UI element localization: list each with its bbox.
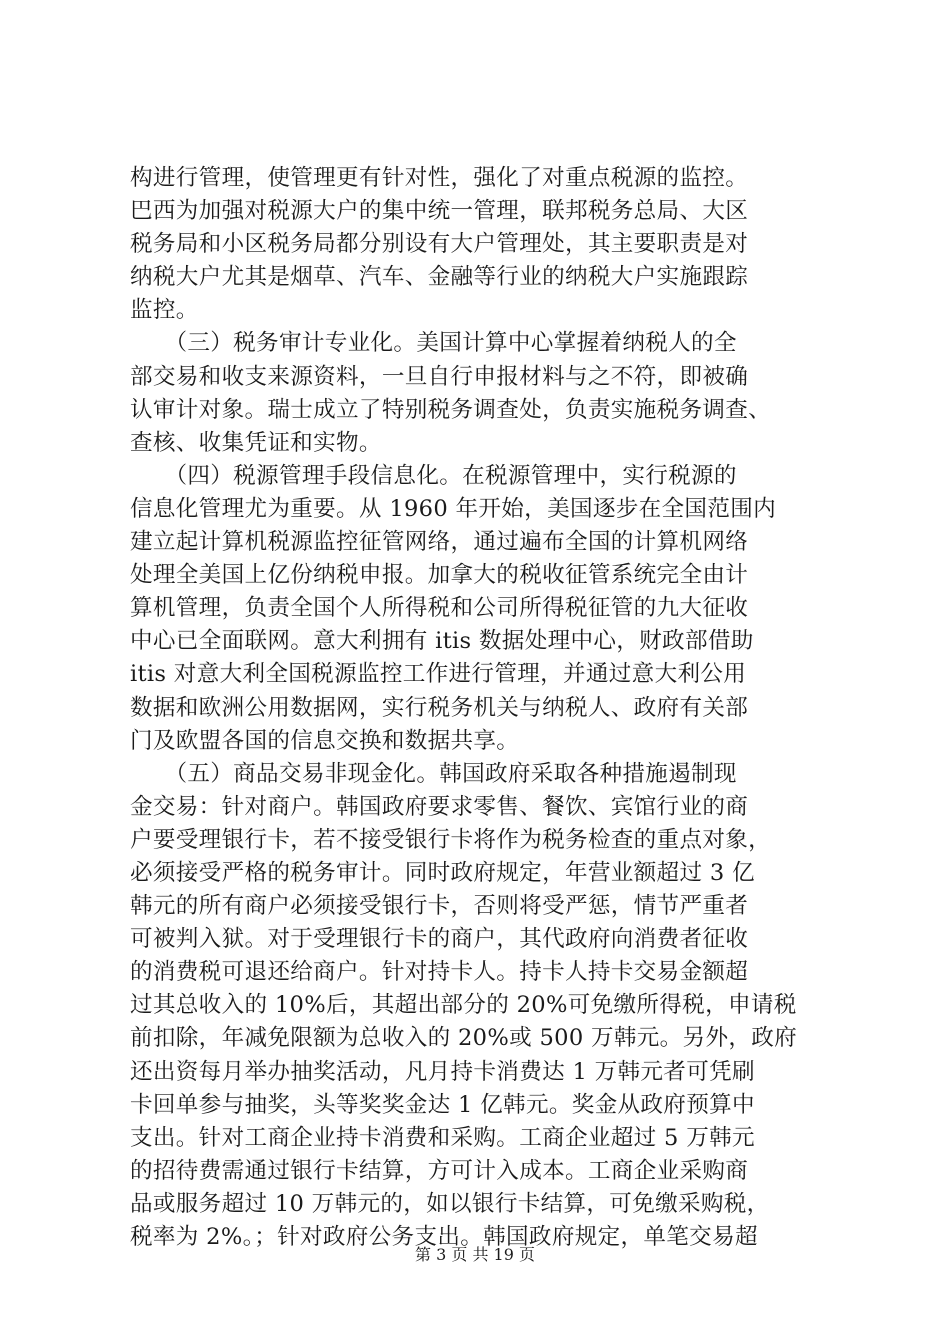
- body-text: [130, 162, 830, 1254]
- text-line: 金交易：针对商户。韩国政府要求零售、餐饮、宾馆行业的商: [130, 793, 749, 820]
- text-line: 支出。针对工商企业持卡消费和采购。工商企业超过 5 万韩元: [130, 1124, 755, 1151]
- text-line: 前扣除，年减免限额为总收入的 20%或 500 万韩元。另外，政府: [130, 1025, 798, 1052]
- text-line: itis 对意大利全国税源监控工作进行管理，并通过意大利公用: [130, 661, 747, 688]
- text-line: 算机管理，负责全国个人所得税和公司所得税征管的九大征收: [130, 595, 749, 622]
- text-line: （四）税源管理手段信息化。在税源管理中，实行税源的: [130, 462, 737, 489]
- text-line: 必须接受严格的税务审计。同时政府规定，年营业额超过 3 亿: [130, 859, 755, 886]
- text-line: 信息化管理尤为重要。从 1960 年开始，美国逐步在全国范围内: [130, 495, 777, 522]
- text-line: 户要受理银行卡，若不接受银行卡将作为税务检查的重点对象，: [130, 826, 772, 853]
- text-line: 品或服务超过 10 万韩元的，如以银行卡结算，可免缴采购税，: [130, 1190, 770, 1217]
- text-line: （三）税务审计专业化。美国计算中心掌握着纳税人的全: [130, 330, 737, 357]
- text-line: 中心已全面联网。意大利拥有 itis 数据处理中心，财政部借助: [130, 628, 754, 655]
- text-line: 可被判入狱。对于受理银行卡的商户，其代政府向消费者征收: [130, 926, 749, 953]
- text-line: 过其总收入的 10%后，其超出部分的 20%可免缴所得税，申请税: [130, 992, 797, 1019]
- text-line: 税率为 2%。；针对政府公务支出。韩国政府规定，单笔交易超: [130, 1224, 758, 1250]
- text-line: 建立起计算机税源监控征管网络，通过遍布全国的计算机网络: [130, 529, 749, 556]
- text-line: 处理全美国上亿份纳税申报。加拿大的税收征管系统完全由计: [130, 562, 749, 589]
- text-line: 税务局和小区税务局都分别设有大户管理处，其主要职责是对: [130, 231, 749, 258]
- text-line: （五）商品交易非现金化。韩国政府采取各种措施遏制现: [130, 760, 737, 787]
- page-footer: 第 3 页 共 19 页: [415, 1245, 535, 1264]
- text-line: 构进行管理，使管理更有针对性，强化了对重点税源的监控。: [130, 165, 749, 191]
- text-line: 的消费税可退还给商户。针对持卡人。持卡人持卡交易金额超: [130, 959, 749, 986]
- text-line: 韩元的所有商户必须接受银行卡，否则将受严惩，情节严重者: [130, 893, 749, 920]
- text-line: 卡回单参与抽奖，头等奖奖金达 1 亿韩元。奖金从政府预算中: [130, 1091, 755, 1118]
- text-line: 监控。: [130, 297, 199, 324]
- text-line: 门及欧盟各国的信息交换和数据共享。: [130, 727, 520, 754]
- text-line: 数据和欧洲公用数据网，实行税务机关与纳税人、政府有关部: [130, 694, 749, 721]
- text-line: 还出资每月举办抽奖活动，凡月持卡消费达 1 万韩元者可凭刷: [130, 1058, 755, 1085]
- text-line: 查核、收集凭证和实物。: [130, 429, 382, 456]
- text-line: 纳税大户尤其是烟草、汽车、金融等行业的纳税大户实施跟踪: [130, 264, 749, 291]
- text-line: 认审计对象。瑞士成立了特别税务调查处，负责实施税务调查、: [130, 396, 772, 423]
- text-line: 部交易和收支来源资料，一旦自行申报材料与之不符，即被确: [130, 363, 749, 390]
- text-line: 的招待费需通过银行卡结算，方可计入成本。工商企业采购商: [130, 1157, 749, 1184]
- text-line: 巴西为加强对税源大户的集中统一管理，联邦税务总局、大区: [130, 198, 749, 225]
